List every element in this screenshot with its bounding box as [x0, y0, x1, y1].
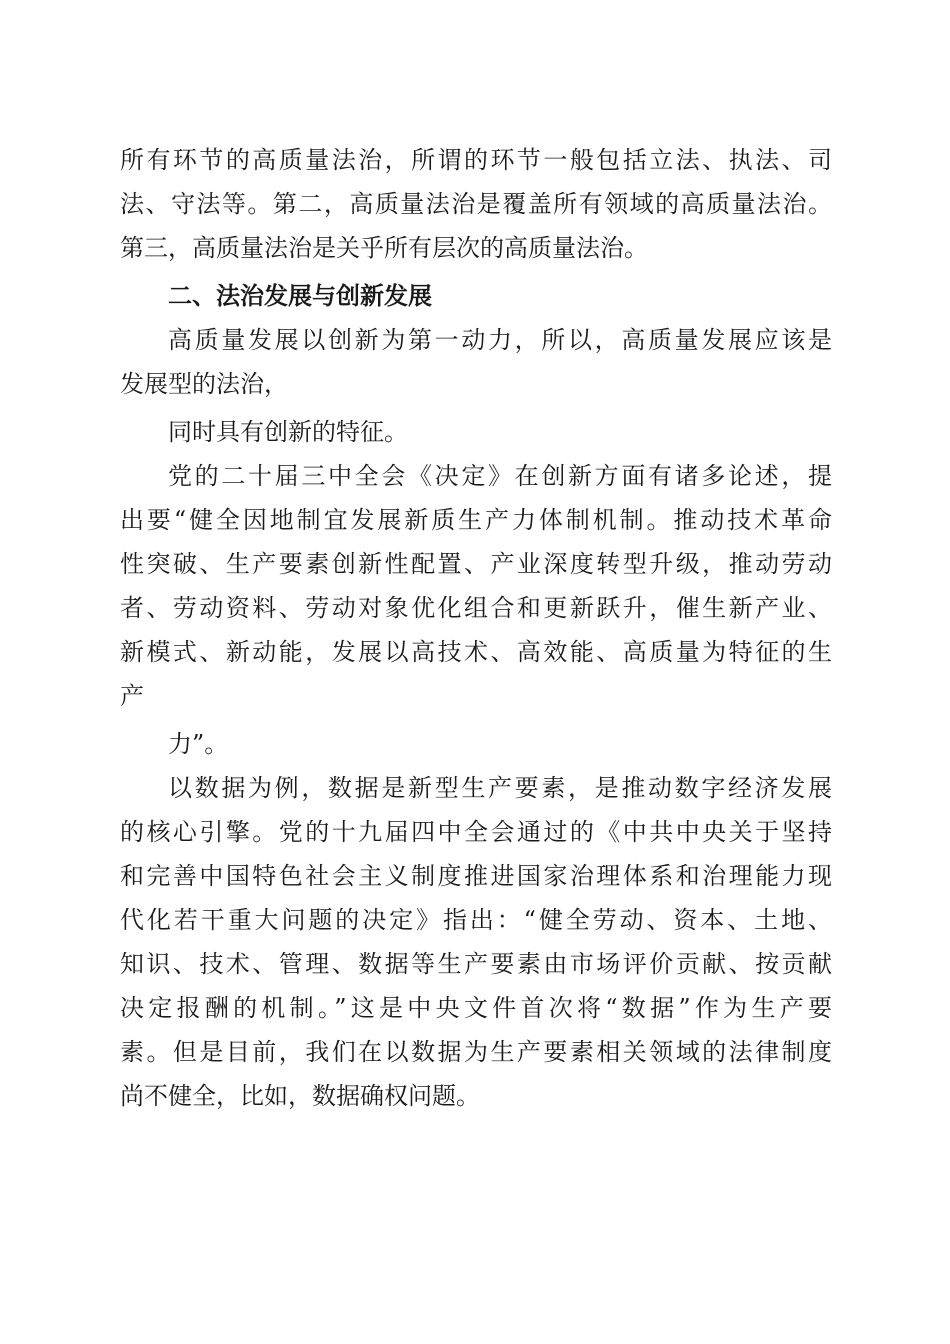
paragraph-line: 素。但是目前，我们在以数据为生产要素相关领域的法律制度	[120, 1038, 832, 1066]
paragraph-line: 产	[120, 682, 144, 710]
paragraph-line: 和完善中国特色社会主义制度推进国家治理体系和治理能力现	[120, 862, 832, 890]
paragraph-line: 法、守法等。第二，高质量法治是覆盖所有领域的高质量法治。	[120, 190, 832, 218]
paragraph-line: 第三，高质量法治是关乎所有层次的高质量法治。	[120, 234, 648, 262]
paragraph-line: 知识、技术、管理、数据等生产要素由市场评价贡献、按贡献	[120, 950, 832, 978]
paragraph-line: 新模式、新动能，发展以高技术、高效能、高质量为特征的生	[120, 638, 832, 666]
paragraph-line: 力”。	[168, 730, 229, 758]
paragraph-line: 党的二十届三中全会《决定》在创新方面有诸多论述，提	[168, 462, 832, 490]
paragraph-line: 性突破、生产要素创新性配置、产业深度转型升级，推动劳动	[120, 550, 832, 578]
paragraph-line: 出要“健全因地制宜发展新质生产力体制机制。推动技术革命	[120, 506, 832, 534]
paragraph-line: 者、劳动资料、劳动对象优化组合和更新跃升，催生新产业、	[120, 594, 832, 622]
paragraph-line: 高质量发展以创新为第一动力，所以，高质量发展应该是	[168, 326, 832, 354]
paragraph-line: 尚不健全，比如，数据确权问题。	[120, 1082, 480, 1110]
paragraph-line: 所有环节的高质量法治，所谓的环节一般包括立法、执法、司	[120, 146, 832, 174]
paragraph-line: 决定报酬的机制。”这是中央文件首次将“数据”作为生产要	[120, 994, 832, 1022]
paragraph-line: 发展型的法治，	[120, 370, 288, 398]
paragraph-line: 以数据为例，数据是新型生产要素，是推动数字经济发展	[168, 774, 832, 802]
paragraph-line: 同时具有创新的特征。	[168, 418, 408, 446]
section-heading: 二、法治发展与创新发展	[168, 282, 432, 310]
paragraph-line: 的核心引擎。党的十九届四中全会通过的《中共中央关于坚持	[120, 818, 832, 846]
paragraph-line: 代化若干重大问题的决定》指出：“健全劳动、资本、土地、	[120, 906, 832, 934]
